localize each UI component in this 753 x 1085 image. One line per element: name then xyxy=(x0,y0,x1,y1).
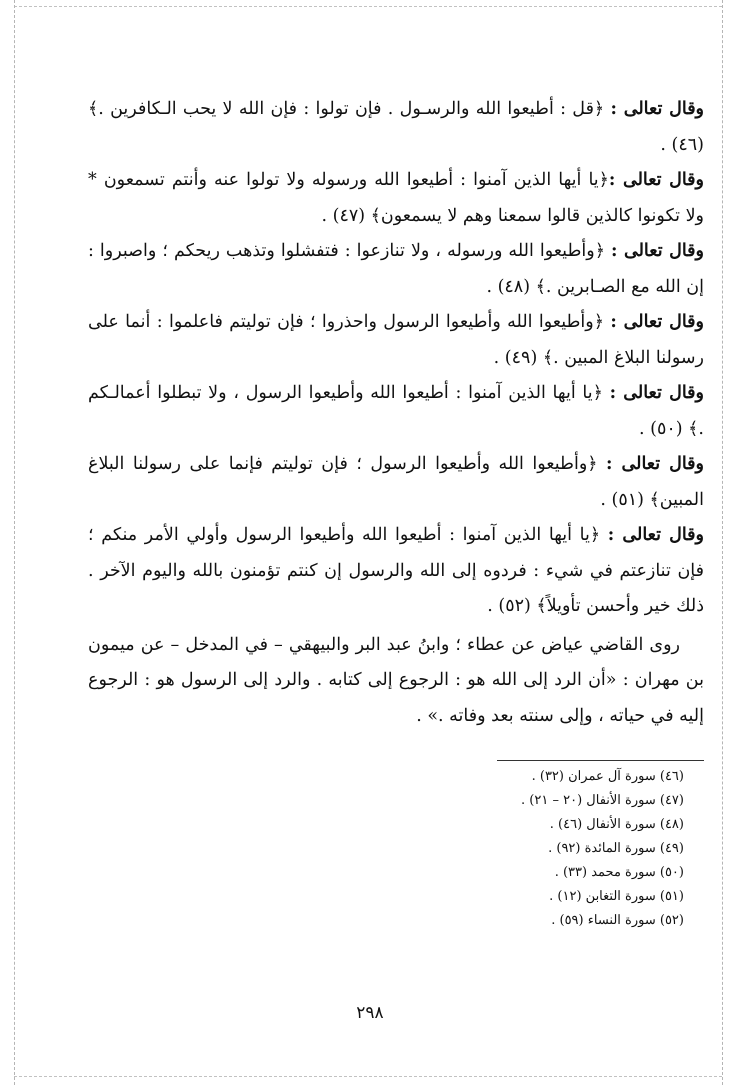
verse-paragraph xyxy=(88,163,704,234)
verse-paragraph xyxy=(88,92,704,163)
footnotes xyxy=(420,765,684,933)
narration-paragraph: روى القاضي عياض عن عطاء ؛ وابنُ عبد البر والبيهقي – في المدخل – عن ميمون بن مهران : «أن الرد إلى الله هو : الرجوع إلى كتابه . والرد إلى الرسول هو : الرجوع إليه في حياته ، وإلى سنته بعد وفاته .» . xyxy=(88,634,704,726)
main-text xyxy=(88,92,704,734)
footnote: (٤٨) سورة الأنفال (٤٦) . xyxy=(549,817,684,832)
scan-right-edge xyxy=(722,0,723,1085)
verse-text: ﴿وأطيعوا الله ورسوله ، ولا تنازعوا : فتفشلوا وتذهب ريحكم ؛ واصبروا : إن الله مع الصـابرين .﴾ (٤٨) . xyxy=(88,241,704,297)
footnote: (٥١) سورة التغابن (١٢) . xyxy=(549,889,684,904)
verse-paragraph xyxy=(88,234,704,305)
verse-text: ﴿قل : أطيعوا الله والرسـول . فإن تولوا : فإن الله لا يحب الـكافرين .﴾ (٤٦) . xyxy=(88,99,704,155)
footnote: (٤٩) سورة المائدة (٩٢) . xyxy=(548,841,684,856)
page-number: ٢٩٨ xyxy=(356,1003,384,1023)
verse-lead: وقال تعالى : xyxy=(606,454,704,474)
scan-top-edge xyxy=(14,6,722,7)
scan-left-edge xyxy=(14,0,15,1085)
verse-lead: وقال تعالى : xyxy=(607,525,705,545)
verse-paragraph xyxy=(88,376,704,447)
verse-lead: وقال تعالى : xyxy=(608,170,704,190)
verse-text: ﴿وأطيعوا الله وأطيعوا الرسول ؛ فإن توليتم فإنما على رسولنا البلاغ المبين﴾ (٥١) . xyxy=(88,454,704,510)
verse-text: ﴿يا أيها الذين آمنوا : أطيعوا الله وأطيعوا الرسول وأولي الأمر منكم ؛ فإن تنازعتم في شيء : فردوه إلى الله والرسول إن كنتم تؤمنون بالله واليوم الآخر . ذلك خير وأحسن تأويلاً﴾ (٥٢) . xyxy=(88,525,704,616)
verse-paragraph xyxy=(88,518,704,625)
footnote: (٤٧) سورة الأنفال (٢٠ – ٢١) . xyxy=(521,793,684,808)
footnote: (٥٠) سورة محمد (٣٣) . xyxy=(554,865,684,880)
verse-text: ﴿يا أيها الذين آمنوا : أطيعوا الله ورسوله ولا تولوا عنه وأنتم تسمعون * ولا تكونوا كالذين قالوا سمعنا وهم لا يسمعون﴾ (٤٧) . xyxy=(88,170,704,226)
verse-lead: وقال تعالى : xyxy=(610,312,704,332)
verse-text: ﴿يا أيها الذين آمنوا : أطيعوا الله وأطيعوا الرسول ، ولا تبطلوا أعمالـكم .﴾ (٥٠) . xyxy=(88,383,704,439)
verse-lead: وقال تعالى : xyxy=(610,241,704,261)
verse-lead: وقال تعالى : xyxy=(609,383,704,403)
scan-bottom-edge xyxy=(14,1076,722,1077)
verse-paragraph xyxy=(88,447,704,518)
footnote-separator xyxy=(497,760,704,761)
verse-text: ﴿وأطيعوا الله وأطيعوا الرسول واحذروا ؛ فإن توليتم فاعلموا : أنما على رسولنا البلاغ المبين .﴾ (٤٩) . xyxy=(88,312,704,368)
footnote: (٤٦) سورة آل عمران (٣٢) . xyxy=(531,769,684,784)
verse-paragraph xyxy=(88,305,704,376)
verse-lead: وقال تعالى : xyxy=(610,99,705,119)
footnote: (٥٢) سورة النساء (٥٩) . xyxy=(551,913,684,928)
